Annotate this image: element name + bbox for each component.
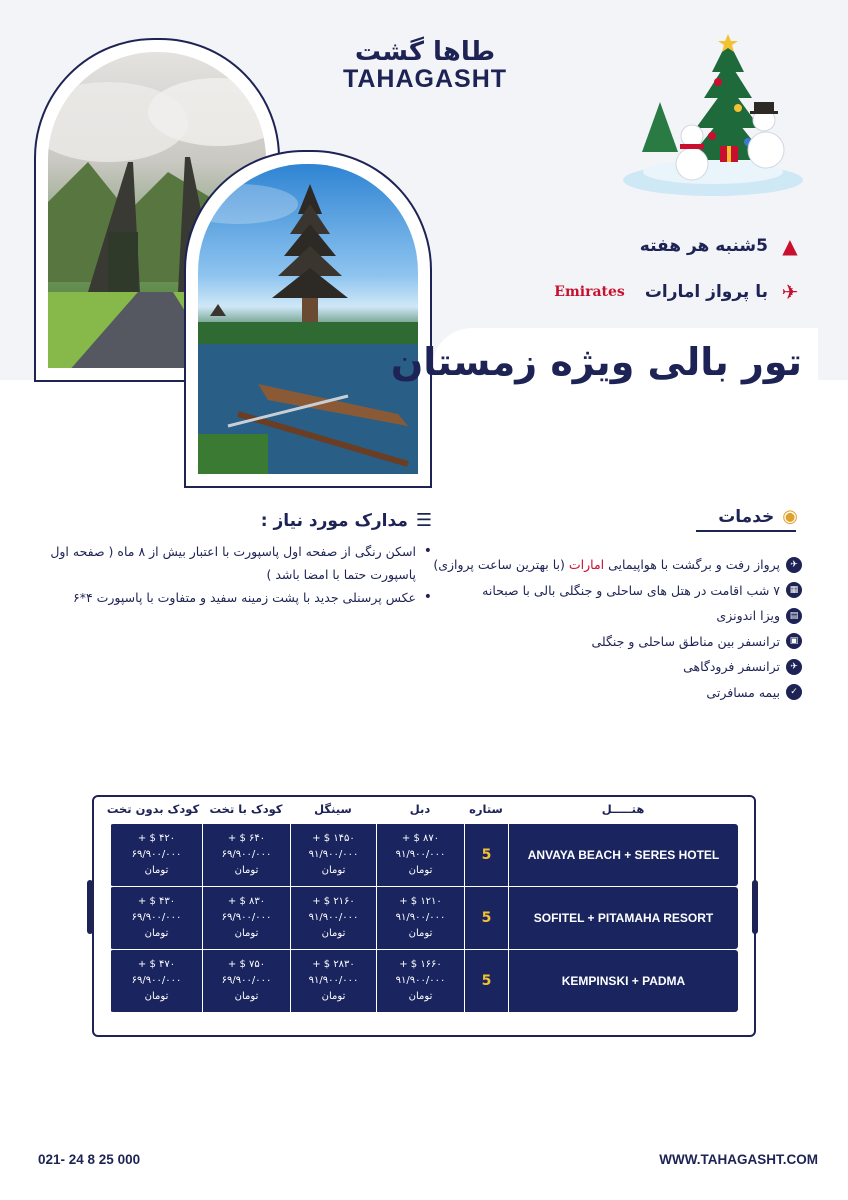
header-hotel: هتـــــل bbox=[601, 802, 645, 816]
price-double: ۱۲۱۰ $ + ۹۱/۹۰۰/۰۰۰ تومان bbox=[376, 887, 464, 949]
header-star: ستاره bbox=[469, 802, 503, 816]
hotel-star: 5 bbox=[464, 950, 508, 1012]
header-single: سینگل bbox=[314, 802, 352, 816]
hotel-name: KEMPINSKI + PADMA bbox=[508, 950, 738, 1012]
schedule-days-line bbox=[640, 234, 802, 258]
table-side-tab-left bbox=[87, 880, 93, 934]
list-item bbox=[382, 552, 802, 578]
schedule-flight-line bbox=[554, 280, 802, 304]
document-icon: ☰ bbox=[415, 510, 432, 531]
footer-website[interactable]: WWW.TAHAGASHT.COM bbox=[659, 1152, 818, 1167]
table-row bbox=[110, 950, 738, 1012]
list-item bbox=[382, 603, 802, 629]
service-text: ترانسفر فرودگاهی bbox=[683, 659, 780, 675]
service-text: بیمه مسافرتی bbox=[706, 684, 780, 700]
documents-list bbox=[40, 540, 432, 609]
hotel-star: 5 bbox=[464, 824, 508, 886]
price-single: ۲۸۳۰ $ + ۹۱/۹۰۰/۰۰۰ تومان bbox=[290, 950, 376, 1012]
list-item bbox=[382, 654, 802, 680]
header-double: دبل bbox=[409, 802, 431, 816]
plane-icon: ✈ bbox=[786, 659, 802, 675]
plane-icon: ✈ bbox=[786, 557, 802, 573]
services-underline bbox=[696, 530, 796, 532]
schedule-days: 5شنبه هر هفته bbox=[639, 236, 768, 256]
badge-hand-icon: ◉ bbox=[782, 506, 798, 527]
brand-name-en: TAHAGASHT bbox=[342, 65, 508, 93]
price-single: ۱۴۵۰ $ + ۹۱/۹۰۰/۰۰۰ تومان bbox=[290, 824, 376, 886]
water-temple-photo bbox=[198, 164, 418, 474]
photo-arch-water-temple bbox=[184, 150, 432, 488]
emirates-logo: Emirates bbox=[554, 284, 625, 300]
table-row bbox=[110, 887, 738, 949]
list-item bbox=[382, 578, 802, 604]
price-child-bed: ۷۵۰ $ + ۶۹/۹۰۰/۰۰۰ تومان bbox=[202, 950, 290, 1012]
list-item: • عکس پرسنلی جدید با پشت زمینه سفید و متفاوت با پاسپورت ۴*۶ bbox=[40, 586, 432, 609]
airplane-icon: ✈ bbox=[781, 280, 799, 304]
price-child-nobed: ۴۷۰ $ + ۶۹/۹۰۰/۰۰۰ تومان bbox=[110, 950, 202, 1012]
footer-phone: 021- 24 8 25 000 bbox=[38, 1152, 141, 1167]
santa-hat-icon: ▲ bbox=[782, 234, 798, 258]
page-title: تور بالی ویژه زمستان bbox=[390, 340, 802, 384]
services-heading bbox=[718, 506, 798, 527]
table-row bbox=[110, 824, 738, 886]
hotel-name: SOFITEL + PITAMAHA RESORT bbox=[508, 887, 738, 949]
price-single: ۲۱۶۰ $ + ۹۱/۹۰۰/۰۰۰ تومان bbox=[290, 887, 376, 949]
brand-name-fa: طاها گشت bbox=[354, 37, 496, 67]
hotel-icon: ▦ bbox=[786, 582, 802, 598]
price-child-bed: ۶۴۰ $ + ۶۹/۹۰۰/۰۰۰ تومان bbox=[202, 824, 290, 886]
bus-icon: ▣ bbox=[786, 633, 802, 649]
list-item: • اسکن رنگی از صفحه اول پاسپورت با اعتبار بیش از ۸ ماه ( صفحه اول پاسپورت حتما با امضا باشد ) bbox=[40, 540, 432, 586]
brand-logo bbox=[330, 38, 520, 92]
header-child-nobed: کودک بدون تخت bbox=[106, 802, 200, 816]
header-child-bed: کودک با تخت bbox=[209, 802, 283, 816]
price-child-nobed: ۴۲۰ $ + ۶۹/۹۰۰/۰۰۰ تومان bbox=[110, 824, 202, 886]
documents-heading bbox=[261, 510, 432, 531]
services-title: خدمات bbox=[718, 506, 775, 527]
service-text: ترانسفر بین مناطق ساحلی و جنگلی bbox=[591, 633, 780, 649]
service-text: پرواز رفت و برگشت با هواپیمایی امارات (با بهترین ساعت پروازی) bbox=[433, 557, 780, 573]
price-child-bed: ۸۳۰ $ + ۶۹/۹۰۰/۰۰۰ تومان bbox=[202, 887, 290, 949]
visa-icon: ▤ bbox=[786, 608, 802, 624]
service-text: ویزا اندونزی bbox=[716, 608, 780, 624]
list-item bbox=[382, 629, 802, 655]
hotel-name: ANVAYA BEACH + SERES HOTEL bbox=[508, 824, 738, 886]
hotel-star: 5 bbox=[464, 887, 508, 949]
shield-icon: ✓ bbox=[786, 684, 802, 700]
price-double: ۱۶۶۰ $ + ۹۱/۹۰۰/۰۰۰ تومان bbox=[376, 950, 464, 1012]
services-list bbox=[382, 552, 802, 705]
table-side-tab-right bbox=[752, 880, 758, 934]
documents-title: مدارک مورد نیاز : bbox=[260, 510, 408, 531]
schedule-flight: با پرواز امارات bbox=[644, 282, 768, 302]
price-child-nobed: ۴۳۰ $ + ۶۹/۹۰۰/۰۰۰ تومان bbox=[110, 887, 202, 949]
service-text: ۷ شب اقامت در هتل های ساحلی و جنگلی بالی با صبحانه bbox=[482, 582, 780, 598]
list-item bbox=[382, 680, 802, 706]
christmas-tree-decoration bbox=[620, 32, 806, 198]
price-double: ۸۷۰ $ + ۹۱/۹۰۰/۰۰۰ تومان bbox=[376, 824, 464, 886]
